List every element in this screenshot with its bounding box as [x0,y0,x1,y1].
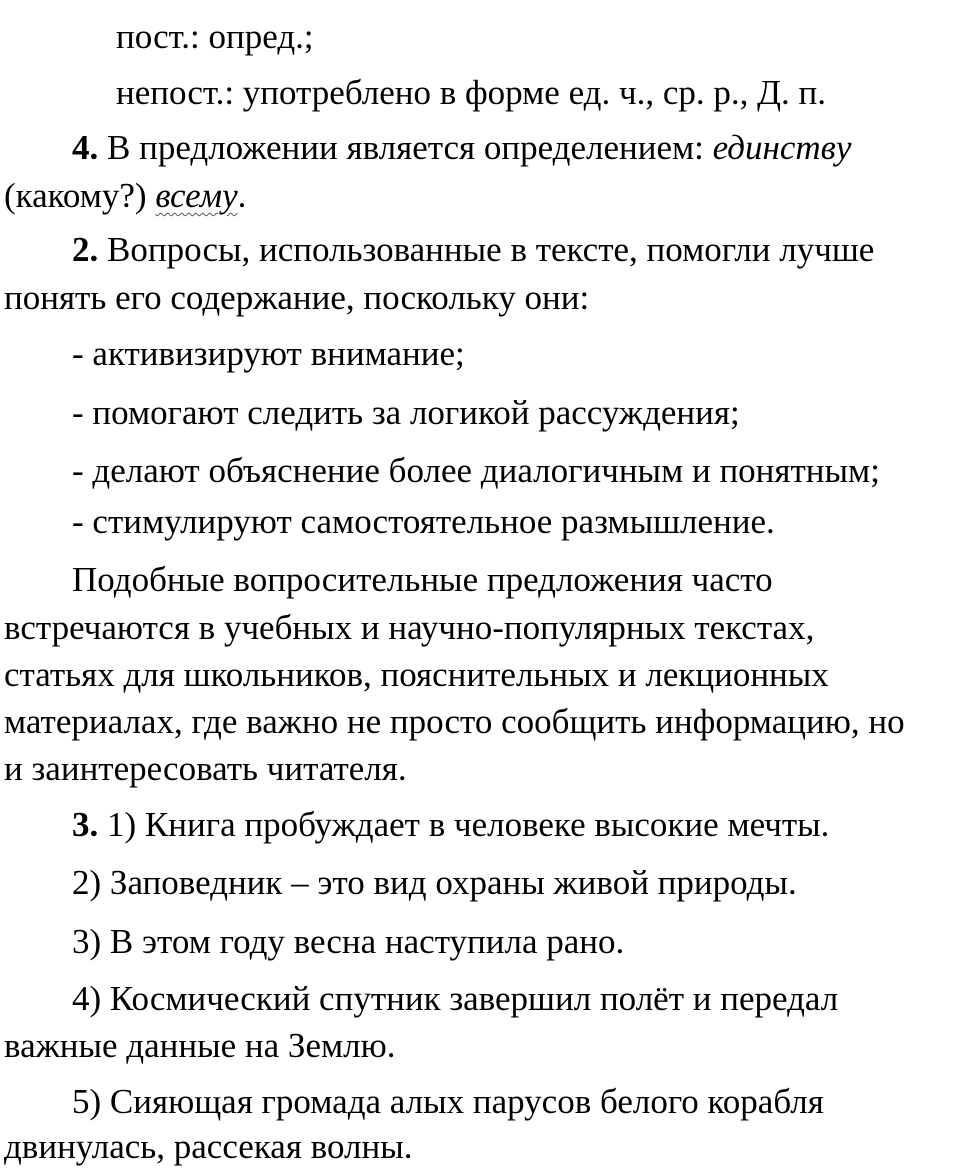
item-4-question: (какому?) [4,176,156,215]
paragraph-line: Подобные вопросительные предложения часто [72,560,773,599]
morph-variable-features: непост.: употреблено в форме ед. ч., ср. р., Д. п. [116,73,826,112]
item-4-definition-word: всему [155,176,238,215]
sentence-5-line-2: двинулась, рассекая волны. [4,1127,413,1166]
item-2-text: Вопросы, использованные в тексте, помогли лучше [98,230,875,269]
sentence-3: 3) В этом году весна наступила рано. [72,922,625,961]
item-3-number: 3. [72,805,99,844]
bullet-item: - стимулируют самостоятельное размышление. [72,502,775,541]
item-4-line-1 [72,128,851,168]
sentence-4-line-2: важные данные на Землю. [4,1026,396,1065]
bullet-item: - делают объяснение более диалогичным и понятным; [72,451,880,490]
sentence-5-line-1: 5) Сияющая громада алых парусов белого корабля [72,1082,824,1121]
item-4-end: . [237,176,247,215]
item-3-line-1 [72,805,829,845]
item-2-line-1 [72,230,874,270]
item-4-number: 4. [72,128,99,167]
morph-constant-features: пост.: опред.; [116,17,314,56]
paragraph-line: встречаются в учебных и научно-популярных текстах, [4,608,815,647]
item-2-number: 2. [72,230,99,269]
sentence-2: 2) Заповедник – это вид охраны живой природы. [72,863,797,902]
item-4-text: В предложении является определением: [98,128,713,167]
paragraph-line: и заинтересовать читателя. [4,749,407,788]
item-2-line-2: понять его содержание, поскольку они: [4,278,590,317]
bullet-item: - помогают следить за логикой рассуждения; [72,393,740,432]
sentence-1: 1) Книга пробуждает в человеке высокие мечты. [98,805,830,844]
bullet-item: - активизируют внимание; [72,334,465,373]
item-4-defined-word: единству [712,128,852,167]
paragraph-line: статьях для школьников, пояснительных и лекционных [4,655,829,694]
paragraph-line: материалах, где важно не просто сообщить информацию, но [4,702,905,741]
sentence-4-line-1: 4) Космический спутник завершил полёт и передал [72,979,839,1018]
item-4-line-2 [4,176,246,216]
